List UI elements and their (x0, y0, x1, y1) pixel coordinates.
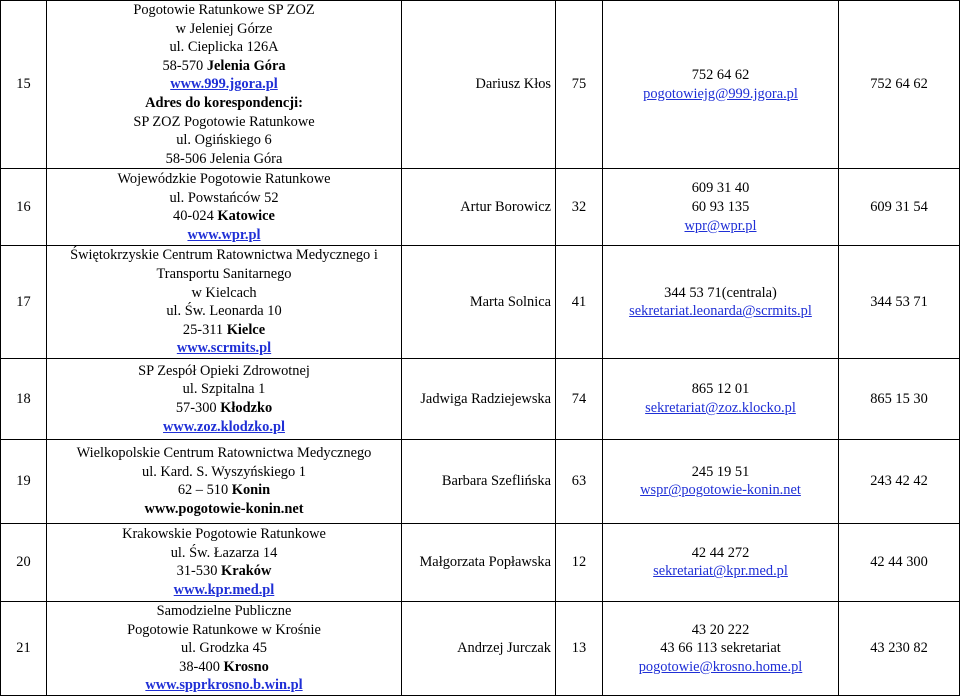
count-value: 12 (556, 523, 603, 601)
org-line[interactable] (47, 339, 401, 358)
org-line-link[interactable]: www.kpr.med.pl (173, 582, 275, 598)
org-line-postal: 40-024 (173, 208, 218, 225)
contact-line: 43 20 222 (691, 621, 750, 638)
organization-cell (47, 169, 402, 246)
contact-person: Andrzej Jurczak (402, 601, 556, 695)
org-line-link[interactable]: www.scrmits.pl (176, 340, 272, 357)
phone-email-cell (603, 169, 839, 246)
org-line: Pogotowie Ratunkowe w Krośnie (127, 621, 321, 638)
org-line: ul. Kard. S. Wyszyńskiego 1 (142, 463, 306, 480)
organization-cell (47, 523, 402, 601)
org-line-bold: Adres do korespondencji: (145, 94, 303, 111)
org-line-bold: www.pogotowie-konin.net (144, 501, 304, 517)
org-line[interactable] (47, 226, 401, 245)
contact-person: Marta Solnica (402, 246, 556, 359)
org-line-city: Kielce (226, 321, 266, 338)
organization-cell (47, 601, 402, 695)
fax-number: 43 230 82 (839, 601, 960, 695)
org-line (47, 321, 401, 340)
count-value: 41 (556, 246, 603, 359)
org-line-link[interactable]: www.spprkrosno.b.win.pl (145, 677, 303, 694)
org-line: SP Zespół Opieki Zdrowotnej (138, 362, 310, 379)
contact-line[interactable] (603, 302, 838, 321)
organization-cell (47, 246, 402, 359)
fax-number: 609 31 54 (839, 169, 960, 246)
org-line-postal: 31-530 (176, 563, 221, 580)
phone-email-cell (603, 601, 839, 695)
fax-number: 865 15 30 (839, 358, 960, 439)
org-line-city: Jelenia Góra (206, 57, 286, 74)
table-body (1, 1, 960, 696)
contact-line: 42 44 272 (691, 544, 750, 561)
org-line: ul. Św. Leonarda 10 (166, 303, 282, 320)
org-line[interactable] (47, 418, 401, 437)
contact-person: Barbara Szeflińska (402, 439, 556, 523)
table-row (1, 439, 960, 523)
org-line: Wielkopolskie Centrum Ratownictwa Medycznego (76, 445, 372, 462)
table-row (1, 169, 960, 246)
org-line (47, 562, 401, 581)
table-row (1, 1, 960, 169)
row-number: 18 (1, 358, 47, 439)
contact-line: 865 12 01 (691, 381, 750, 398)
row-number: 17 (1, 246, 47, 359)
org-line[interactable] (47, 75, 401, 94)
org-line-postal: 58-570 (162, 57, 207, 74)
org-line (47, 500, 401, 519)
contact-line-link[interactable]: sekretariat@kpr.med.pl (653, 563, 788, 580)
contact-line-link[interactable]: pogotowiejg@999.jgora.pl (643, 85, 798, 102)
org-line-link[interactable]: www.wpr.pl (187, 226, 261, 243)
contact-line: 60 93 135 (691, 199, 750, 216)
table-row (1, 601, 960, 695)
org-line: SP ZOZ Pogotowie Ratunkowe (133, 113, 315, 130)
phone-email-cell (603, 1, 839, 169)
contact-line: 245 19 51 (691, 463, 750, 480)
row-number: 19 (1, 439, 47, 523)
org-line: Samodzielne Publiczne (156, 602, 292, 619)
org-line: ul. Cieplicka 126A (169, 39, 279, 56)
organization-cell (47, 358, 402, 439)
table-row (1, 246, 960, 359)
contact-line[interactable] (603, 399, 838, 418)
phone-email-cell (603, 523, 839, 601)
org-line (47, 658, 401, 677)
organization-cell (47, 439, 402, 523)
table-row (1, 523, 960, 601)
row-number: 20 (1, 523, 47, 601)
contact-line[interactable] (603, 481, 838, 500)
org-line-link[interactable]: www.999.jgora.pl (170, 76, 278, 93)
org-line: w Kielcach (191, 284, 257, 301)
contact-line: 344 53 71(centrala) (664, 284, 777, 301)
org-line (47, 94, 401, 113)
org-line: Krakowskie Pogotowie Ratunkowe (122, 526, 326, 543)
count-value: 63 (556, 439, 603, 523)
org-line-postal: 57-300 (175, 399, 221, 416)
organization-cell (47, 1, 402, 169)
contact-person: Artur Borowicz (402, 169, 556, 246)
count-value: 32 (556, 169, 603, 246)
contact-line-link[interactable]: wpr@wpr.pl (684, 217, 757, 234)
org-line-city: Kłodzko (220, 399, 273, 416)
fax-number: 243 42 42 (839, 439, 960, 523)
contact-line[interactable] (603, 658, 838, 677)
row-number: 16 (1, 169, 47, 246)
count-value: 75 (556, 1, 603, 169)
contact-line: 43 66 113 sekretariat (660, 640, 781, 657)
org-line: Wojewódzkie Pogotowie Ratunkowe (117, 171, 331, 188)
fax-number: 344 53 71 (839, 246, 960, 359)
org-line (47, 207, 401, 226)
fax-number: 42 44 300 (839, 523, 960, 601)
org-line-city: Konin (231, 482, 271, 499)
org-line-postal: 25-311 (182, 321, 227, 338)
org-line-postal: 62 – 510 (177, 482, 232, 499)
contact-line[interactable] (603, 562, 838, 581)
contact-person: Dariusz Kłos (402, 1, 556, 169)
org-line-postal: 38-400 (179, 658, 224, 675)
org-line: ul. Św. Łazarza 14 (170, 544, 278, 561)
contact-line[interactable] (603, 217, 838, 236)
contact-line-link[interactable]: wspr@pogotowie-konin.net (640, 482, 801, 499)
phone-email-cell (603, 358, 839, 439)
org-line: ul. Ogińskiego 6 (176, 132, 272, 149)
contact-line-link[interactable]: pogotowie@krosno.home.pl (638, 658, 803, 675)
row-number: 15 (1, 1, 47, 169)
org-line: Transportu Sanitarnego (156, 265, 292, 282)
org-line[interactable] (47, 581, 401, 600)
org-line[interactable] (47, 676, 401, 695)
count-value: 13 (556, 601, 603, 695)
contact-line: 609 31 40 (691, 180, 750, 197)
org-line: ul. Szpitalna 1 (182, 381, 266, 398)
org-line: ul. Powstańców 52 (169, 189, 279, 206)
org-line: Pogotowie Ratunkowe SP ZOZ (133, 2, 315, 18)
row-number: 21 (1, 601, 47, 695)
org-line (47, 481, 401, 500)
org-line: 58-506 Jelenia Góra (165, 150, 283, 167)
org-line: ul. Grodzka 45 (181, 640, 267, 657)
contact-line-link[interactable]: sekretariat@zoz.klocko.pl (645, 399, 796, 416)
contact-person: Małgorzata Popławska (402, 523, 556, 601)
org-line-link[interactable]: www.zoz.klodzko.pl (163, 418, 285, 435)
contact-line[interactable] (603, 85, 838, 104)
org-line-city: Katowice (217, 208, 275, 225)
contact-person: Jadwiga Radziejewska (402, 358, 556, 439)
table-row (1, 358, 960, 439)
org-line-city: Krosno (223, 658, 269, 675)
org-line (47, 57, 401, 76)
contact-line-link[interactable]: sekretariat.leonarda@scrmits.pl (629, 303, 812, 320)
fax-number: 752 64 62 (839, 1, 960, 169)
org-line-city: Kraków (221, 563, 272, 580)
phone-email-cell (603, 439, 839, 523)
count-value: 74 (556, 358, 603, 439)
org-line (47, 399, 401, 418)
org-line: Świętokrzyskie Centrum Ratownictwa Medycznego i (70, 247, 378, 264)
org-line: w Jeleniej Górze (175, 20, 273, 37)
contact-line: 752 64 62 (691, 67, 750, 84)
phone-email-cell (603, 246, 839, 359)
